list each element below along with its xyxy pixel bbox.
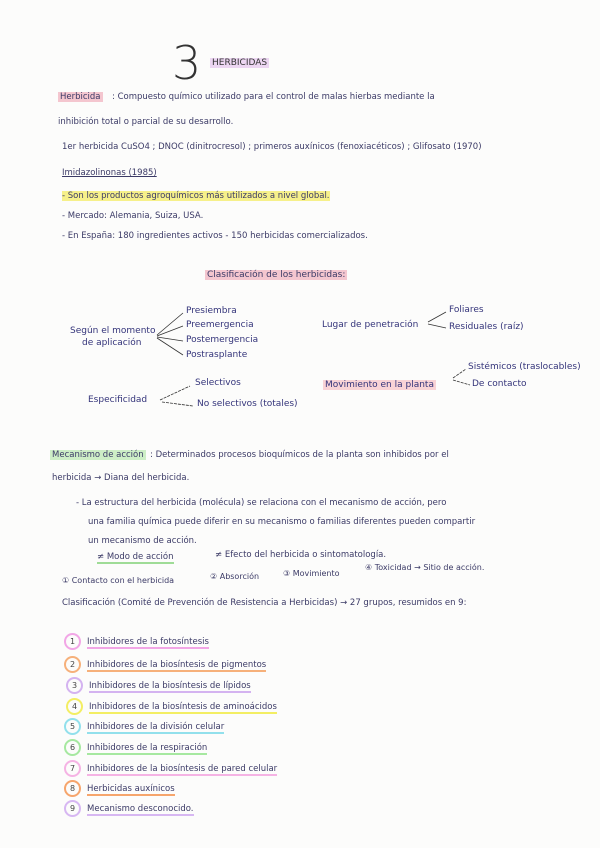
group-label: Inhibidores de la biosíntesis de pared celular [87, 764, 278, 774]
definition-text-2: inhibición total o parcial de su desarrollo. [58, 117, 234, 127]
group-label: Inhibidores de la fotosíntesis [87, 637, 209, 647]
classification-heading: Clasificación de los herbicidas: [207, 270, 346, 280]
lugar-label: Lugar de penetración [322, 320, 419, 330]
mechanism-note: - La estructura del herbicida (molécula) se relaciona con el mecanismo de acción, pero [76, 498, 447, 508]
group-number-circle: 4 [66, 698, 83, 715]
hrac-group-item [64, 760, 277, 777]
bullet: - Son los productos agroquímicos más utilizados a nivel global. [62, 191, 330, 201]
tree-item: Postrasplante [186, 350, 248, 360]
step: ② Absorción [210, 572, 260, 581]
tree-item: Residuales (raíz) [449, 322, 524, 332]
momento-label-2: de aplicación [82, 338, 142, 348]
mechanism-text: : Determinados procesos bioquímicos de la planta son inhibidos por el [150, 450, 449, 460]
tree-item: Presiembra [186, 306, 237, 316]
group-label: Inhibidores de la división celular [87, 722, 225, 732]
tree-item: Foliares [449, 305, 484, 315]
hrac-group-item [66, 677, 251, 694]
step: ③ Movimiento [283, 569, 340, 578]
step: ① Contacto con el herbicida [62, 576, 175, 585]
hrac-group-item [66, 698, 277, 715]
hrac-group-item [64, 656, 266, 673]
tree-item: Sistémicos (traslocables) [468, 362, 581, 372]
mechanism-text-2: herbicida → Diana del herbicida. [52, 473, 190, 483]
mechanism-note: un mecanismo de acción. [88, 536, 197, 546]
hrac-group-item [64, 718, 224, 735]
mechanism-term: Mecanismo de acción [52, 450, 144, 460]
group-label: Inhibidores de la biosíntesis de lípidos [89, 681, 251, 691]
mechanism-note: una familia química puede diferir en su mecanismo o familias diferentes pueden compartir [88, 517, 476, 527]
group-label: Herbicidas auxínicos [87, 784, 175, 794]
tree-item: No selectivos (totales) [197, 399, 298, 409]
history-line: 1er herbicida CuSO4 ; DNOC (dinitrocresol) ; primeros auxínicos (fenoxiacéticos) ; Glifosato (1970) [62, 142, 482, 152]
especificidad-label: Especificidad [88, 395, 148, 405]
page-title: HERBICIDAS [212, 58, 268, 68]
group-number-circle: 9 [64, 800, 81, 817]
bullet: - En España: 180 ingredientes activos - 150 herbicidas comercializados. [62, 231, 368, 241]
group-number-circle: 5 [64, 718, 81, 735]
group-number-circle: 8 [64, 780, 81, 797]
bullet: - Mercado: Alemania, Suiza, USA. [62, 211, 204, 221]
tree-item: Selectivos [195, 378, 241, 388]
group-number-circle: 6 [64, 739, 81, 756]
group-label: Inhibidores de la biosíntesis de pigmentos [87, 660, 267, 670]
imidazolinonas: Imidazolinonas (1985) [62, 168, 157, 178]
group-label: Inhibidores de la biosíntesis de aminoácidos [89, 702, 277, 712]
group-number-circle: 3 [66, 677, 83, 694]
distinct-modo: ≠ Modo de acción [97, 552, 174, 562]
tree-item: Preemergencia [186, 320, 254, 330]
hrac-group-item [64, 739, 207, 756]
group-number-circle: 7 [64, 760, 81, 777]
momento-label: Según el momento [70, 326, 156, 336]
definition-term: Herbicida [60, 92, 101, 102]
group-label: Inhibidores de la respiración [87, 743, 208, 753]
movimiento-label: Movimiento en la planta [325, 380, 434, 390]
hrac-group-item [64, 800, 194, 817]
hrac-heading: Clasificación (Comité de Prevención de Resistencia a Herbicidas) → 27 grupos, resumidos en 9: [62, 598, 467, 608]
definition-text: : Compuesto químico utilizado para el control de malas hierbas mediante la [112, 92, 435, 102]
hrac-group-item [64, 780, 175, 797]
hrac-group-item [64, 633, 209, 650]
group-number-circle: 1 [64, 633, 81, 650]
step: ④ Toxicidad → Sitio de acción. [365, 563, 485, 572]
group-label: Mecanismo desconocido. [87, 804, 194, 814]
chapter-number: 3 [172, 36, 202, 90]
tree-item: De contacto [472, 379, 527, 389]
tree-item: Postemergencia [186, 335, 259, 345]
distinct-efecto: ≠ Efecto del herbicida o sintomatología. [215, 550, 387, 560]
group-number-circle: 2 [64, 656, 81, 673]
